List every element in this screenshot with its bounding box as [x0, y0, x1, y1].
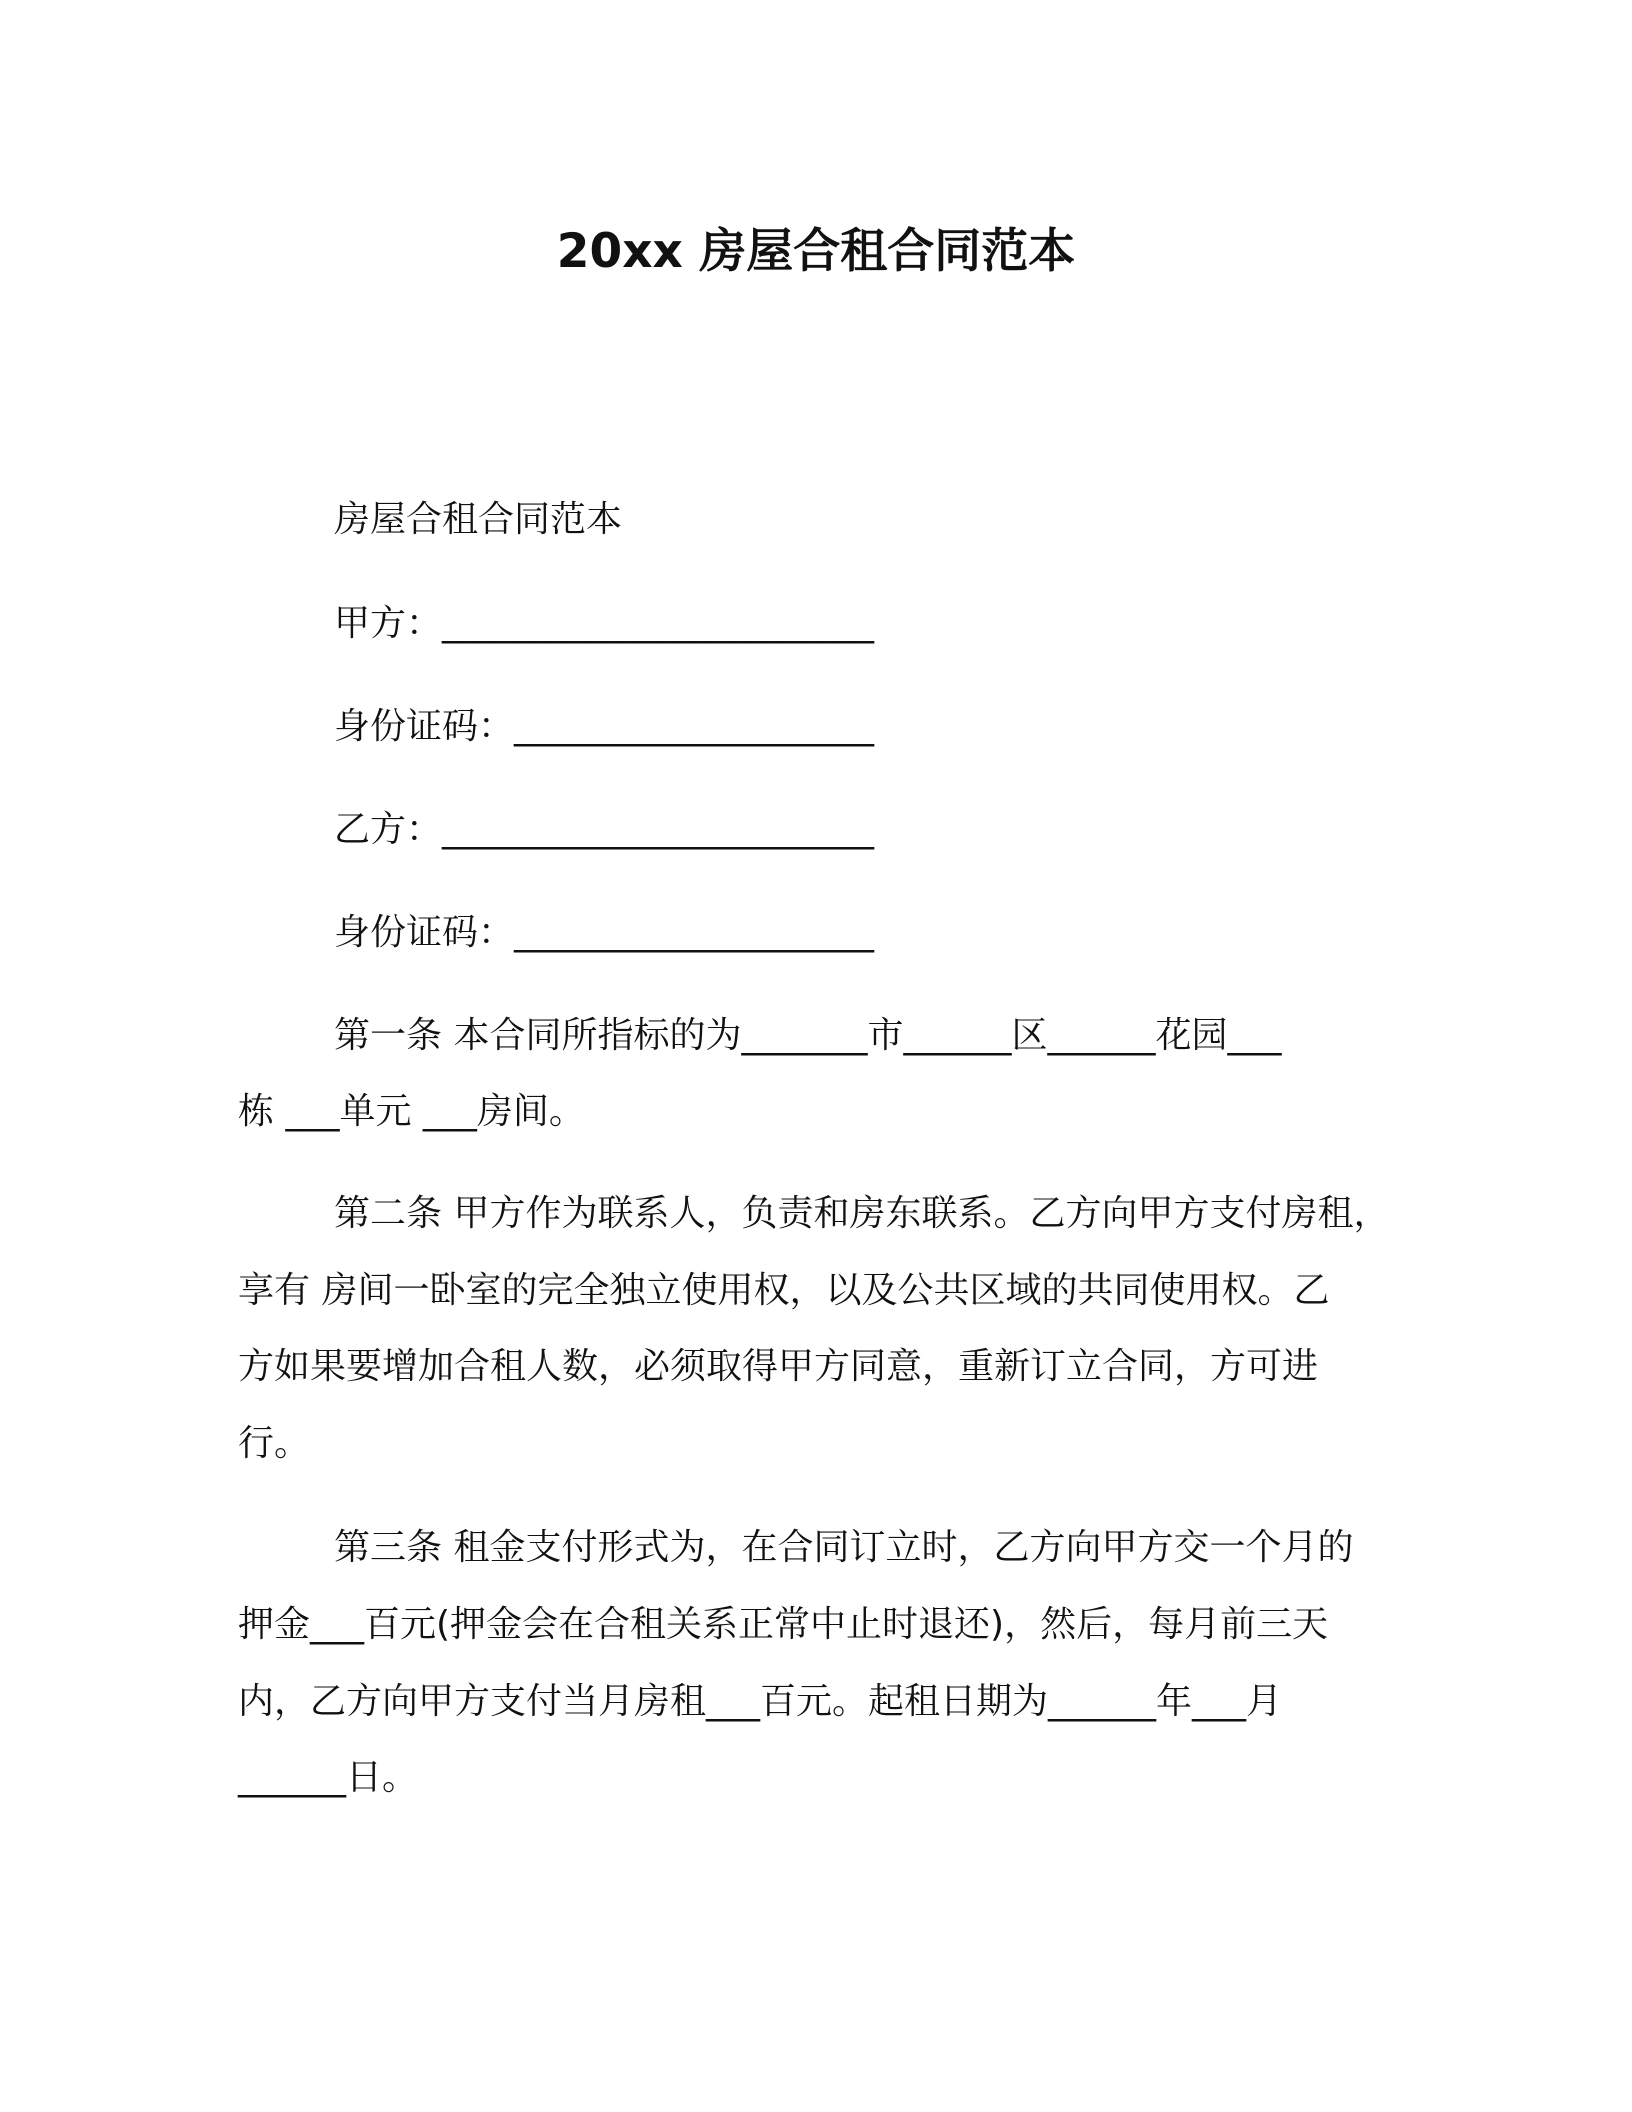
- article-1-line-1: 第一条 本合同所指标的为_______市______区______花园___: [334, 1015, 1282, 1056]
- party-b-field: 乙方：________________________: [334, 809, 875, 850]
- contract-subtitle: 房屋合租合同范本: [334, 499, 623, 540]
- article-2-line-3: 方如果要增加合租人数，必须取得甲方同意，重新订立合同，方可进: [238, 1346, 1319, 1387]
- party-a-field: 甲方：________________________: [334, 603, 875, 644]
- article-3-line-1: 第三条 租金支付形式为，在合同订立时，乙方向甲方交一个月的: [334, 1527, 1354, 1568]
- party-a-id-field: 身份证码：____________________: [334, 706, 875, 747]
- article-2-line-1: 第二条 甲方作为联系人，负责和房东联系。乙方向甲方支付房租，: [334, 1193, 1390, 1234]
- article-3-line-3: 内，乙方向甲方支付当月房租___百元。起租日期为______年___月: [238, 1681, 1283, 1722]
- article-3-line-2: 押金___百元(押金会在合租关系正常中止时退还)，然后，每月前三天: [238, 1604, 1329, 1645]
- article-2-line-2: 享有 房间一卧室的完全独立使用权，以及公共区域的共同使用权。乙: [238, 1270, 1330, 1311]
- article-2-line-4: 行。: [238, 1423, 311, 1464]
- party-b-id-field: 身份证码：____________________: [334, 912, 875, 953]
- document-title: 20xx 房屋合租合同范本: [556, 224, 1076, 279]
- article-3-line-4: ______日。: [238, 1757, 419, 1798]
- article-1-line-2: 栋 ___单元 ___房间。: [238, 1091, 585, 1132]
